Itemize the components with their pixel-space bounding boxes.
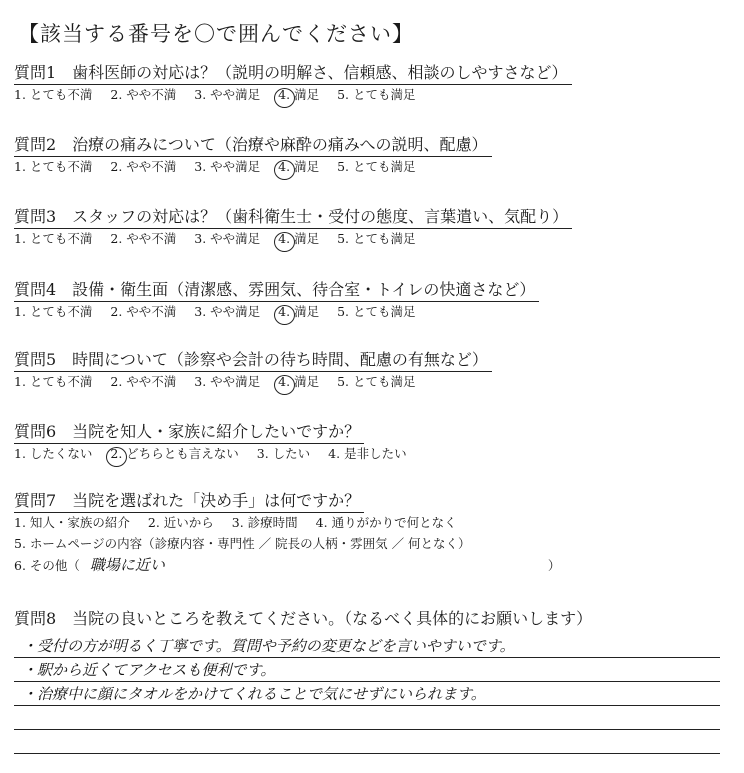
option-4-selected[interactable]: 4. 満足 xyxy=(278,304,320,319)
option-3[interactable]: 3. やや満足 xyxy=(194,159,261,174)
answer-lines xyxy=(14,634,720,754)
option-1[interactable]: 1. とても不満 xyxy=(14,304,93,319)
question-8 xyxy=(14,608,734,630)
question-title: 質問6 当院を知人・家族に紹介したいですか？ xyxy=(14,421,364,444)
option-4-selected[interactable]: 4. 満足 xyxy=(278,87,320,102)
option-5[interactable]: 5. とても満足 xyxy=(337,231,416,246)
handwritten-answer: ・駅から近くてアクセスも便利です。 xyxy=(22,661,276,679)
page-title: 【該当する番号を〇で囲んでください】 xyxy=(18,22,414,46)
question-4 xyxy=(14,279,734,322)
handwritten-answer: ・治療中に顔にタオルをかけてくれることで気にせずにいられます。 xyxy=(22,685,486,703)
question-7 xyxy=(14,490,734,575)
option-3[interactable]: 3. やや満足 xyxy=(194,304,261,319)
question-3 xyxy=(14,206,734,249)
option-2[interactable]: 2. やや不満 xyxy=(110,304,177,319)
option-3[interactable]: 3. やや満足 xyxy=(194,231,261,246)
option-1[interactable]: 1. 知人・家族の紹介 xyxy=(14,515,130,530)
option-row xyxy=(14,302,734,322)
option-2[interactable]: 2. やや不満 xyxy=(110,231,177,246)
option-row xyxy=(14,513,734,533)
question-2 xyxy=(14,134,734,177)
answer-line[interactable] xyxy=(14,706,720,730)
answer-line[interactable] xyxy=(14,682,720,706)
option-3[interactable]: 3. したい xyxy=(256,446,311,461)
option-5[interactable]: 5. ホームページの内容（診療内容・専門性 ／ 院長の人柄・雰囲気 ／ 何となく） xyxy=(14,536,471,551)
option-4-selected[interactable]: 4. 満足 xyxy=(278,231,320,246)
option-6-handwritten-answer[interactable]: 職場に近い xyxy=(89,556,165,574)
option-row xyxy=(14,534,734,554)
option-1[interactable]: 1. したくない xyxy=(14,446,93,461)
option-5[interactable]: 5. とても満足 xyxy=(337,304,416,319)
answer-line[interactable] xyxy=(14,634,720,658)
option-2-selected[interactable]: 2. どちらとも言えない xyxy=(110,446,239,461)
option-2[interactable]: 2. やや不満 xyxy=(110,374,177,389)
option-4-selected[interactable]: 4. 満足 xyxy=(278,374,320,389)
option-5[interactable]: 5. とても満足 xyxy=(337,374,416,389)
option-3[interactable]: 3. やや満足 xyxy=(194,87,261,102)
question-title: 質問4 設備・衛生面（清潔感、雰囲気、待合室・トイレの快適さなど） xyxy=(14,279,539,302)
question-6 xyxy=(14,421,734,464)
question-1 xyxy=(14,62,734,105)
option-4-selected[interactable]: 4. 満足 xyxy=(278,159,320,174)
option-1[interactable]: 1. とても不満 xyxy=(14,231,93,246)
option-5[interactable]: 5. とても満足 xyxy=(337,87,416,102)
option-2[interactable]: 2. 近いから xyxy=(147,515,214,530)
option-4[interactable]: 4. 通りがかりで何となく xyxy=(315,515,457,530)
option-1[interactable]: 1. とても不満 xyxy=(14,159,93,174)
option-6-label: 6. その他（ xyxy=(14,558,80,573)
option-5[interactable]: 5. とても満足 xyxy=(337,159,416,174)
question-title: 質問1 歯科医師の対応は？（説明の明解さ、信頼感、相談のしやすさなど） xyxy=(14,62,572,85)
option-2[interactable]: 2. やや不満 xyxy=(110,159,177,174)
answer-line[interactable] xyxy=(14,730,720,754)
question-title: 質問7 当院を選ばれた「決め手」は何ですか？ xyxy=(14,490,364,513)
option-other-row xyxy=(14,555,734,575)
option-3[interactable]: 3. やや満足 xyxy=(194,374,261,389)
option-row xyxy=(14,85,734,105)
option-row xyxy=(14,444,734,464)
question-5 xyxy=(14,349,734,392)
option-3[interactable]: 3. 診療時間 xyxy=(231,515,298,530)
option-6-close: ） xyxy=(547,558,561,573)
answer-line[interactable] xyxy=(14,658,720,682)
option-row xyxy=(14,157,734,177)
question-title: 質問8 当院の良いところを教えてください。（なるべく具体的にお願いします） xyxy=(14,609,593,628)
handwritten-answer: ・受付の方が明るく丁寧です。質問や予約の変更などを言いやすいです。 xyxy=(22,637,515,655)
option-4[interactable]: 4. 是非したい xyxy=(328,446,407,461)
option-row xyxy=(14,372,734,392)
option-row xyxy=(14,229,734,249)
question-title: 質問2 治療の痛みについて（治療や麻酔の痛みへの説明、配慮） xyxy=(14,134,492,157)
option-1[interactable]: 1. とても不満 xyxy=(14,374,93,389)
option-1[interactable]: 1. とても不満 xyxy=(14,87,93,102)
question-title: 質問5 時間について（診察や会計の待ち時間、配慮の有無など） xyxy=(14,349,492,372)
option-2[interactable]: 2. やや不満 xyxy=(110,87,177,102)
question-title: 質問3 スタッフの対応は？（歯科衛生士・受付の態度、言葉遣い、気配り） xyxy=(14,206,572,229)
